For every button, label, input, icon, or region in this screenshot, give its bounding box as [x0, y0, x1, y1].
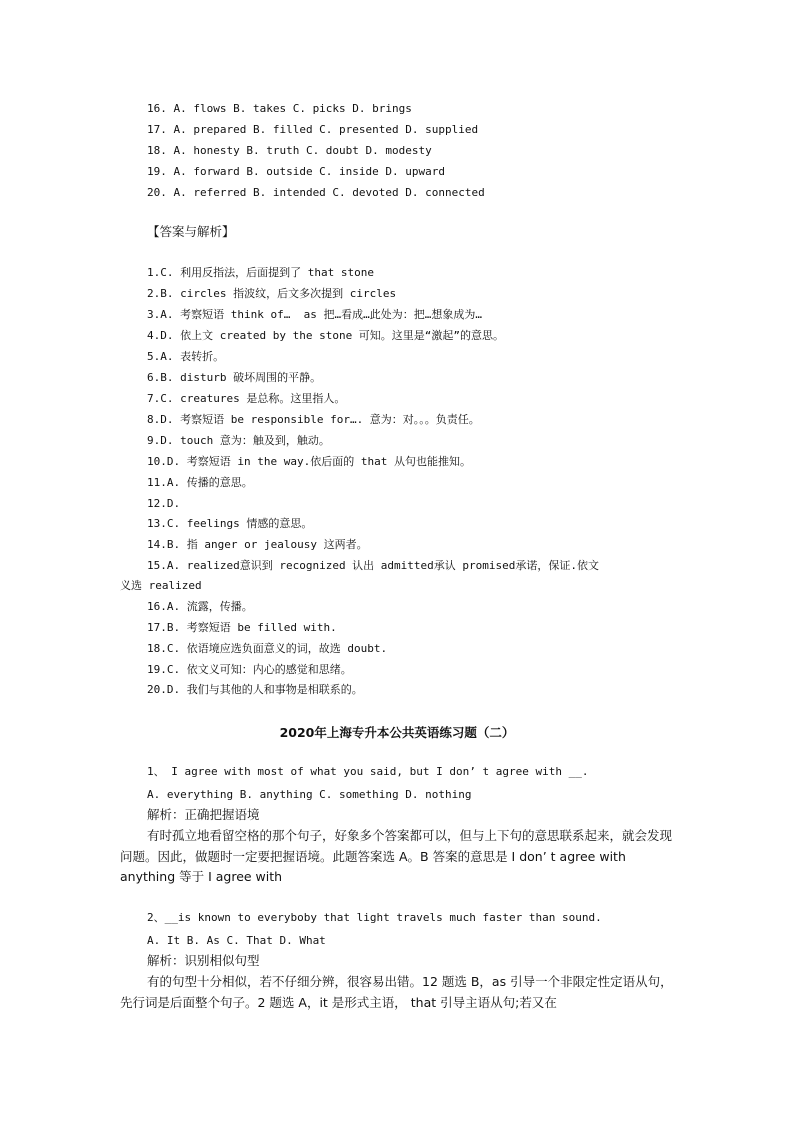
option-line: 16. A. flows B. takes C. picks D. brings: [147, 102, 412, 115]
answer-line: 8.D. 考察短语 be responsible for…. 意为：对。。。负责任。: [147, 413, 480, 426]
answers-heading: 【答案与解析】: [147, 224, 235, 239]
analysis-label: 解析：正确把握语境: [147, 807, 260, 822]
answer-line: 4.D. 依上文 created by the stone 可知。这里是“激起”的意思。: [147, 329, 505, 342]
question-choices: A. everything B. anything C. something D. nothing: [147, 788, 472, 801]
answer-line: 5.A. 表转折。: [147, 350, 225, 363]
analysis-label: 解析：识别相似句型: [147, 953, 260, 968]
question-choices: A. It B. As C. That D. What: [147, 934, 326, 947]
answer-line: 15.A. realized意识到 recognized 认出 admitted承认 promised承诺，保证.依文: [147, 559, 600, 572]
answer-line: 20.D. 我们与其他的人和事物是相联系的。: [147, 683, 363, 696]
answer-line: 17.B. 考察短语 be filled with.: [147, 621, 337, 634]
question-stem: 2、__is known to everyboby that light travels much faster than sound.: [147, 911, 602, 924]
answer-line: 13.C. feelings 情感的意思。: [147, 517, 313, 530]
answer-line: 3.A. 考察短语 think of… as 把…看成…此处为：把…想象成为…: [147, 308, 482, 321]
option-line: 19. A. forward B. outside C. inside D. upward: [147, 165, 446, 178]
section-title: 2020年上海专升本公共英语练习题（二）: [279, 725, 515, 740]
answer-line: 7.C. creatures 是总称。这里指人。: [147, 392, 346, 405]
answer-line: 1.C. 利用反指法，后面提到了 that stone: [147, 266, 374, 279]
answer-line: 12.D.: [147, 497, 181, 510]
answer-line-continued: 义选 realized: [120, 579, 202, 592]
question-stem: 1、 I agree with most of what you said, but I don’ t agree with __.: [147, 765, 589, 778]
option-line: 18. A. honesty B. truth C. doubt D. modesty: [147, 144, 432, 157]
answer-line: 9.D. touch 意为：触及到，触动。: [147, 434, 330, 447]
answer-line: 11.A. 传播的意思。: [147, 476, 253, 489]
answer-line: 16.A. 流露，传播。: [147, 600, 253, 613]
analysis-paragraph: 有的句型十分相似，若不仔细分辨，很容易出错。12 题选 B，as 引导一个非限定性定语从句，先行词是后面整个句子。2 题选 A，it 是形式主语， that 引导主语从句;若又在: [120, 974, 673, 1010]
option-line: 17. A. prepared B. filled C. presented D. supplied: [147, 123, 479, 136]
answer-line: 14.B. 指 anger or jealousy 这两者。: [147, 538, 368, 551]
answer-line: 18.C. 依语境应选负面意义的词，故选 doubt.: [147, 642, 388, 655]
answer-line: 2.B. circles 指波纹，后文多次提到 circles: [147, 287, 397, 300]
option-line: 20. A. referred B. intended C. devoted D. connected: [147, 186, 485, 199]
answer-line: 19.C. 依文义可知：内心的感觉和思绪。: [147, 663, 352, 676]
analysis-paragraph: 有时孤立地看留空格的那个句子，好象多个答案都可以，但与上下句的意思联系起来，就会发现问题。因此，做题时一定要把握语境。此题答案选 A。B 答案的意思是 I don’ t agree with anything 等于 I agree with: [120, 828, 673, 884]
answer-line: 6.B. disturb 破坏周围的平静。: [147, 371, 322, 384]
answer-line: 10.D. 考察短语 in the way.依后面的 that 从句也能推知。: [147, 455, 471, 468]
